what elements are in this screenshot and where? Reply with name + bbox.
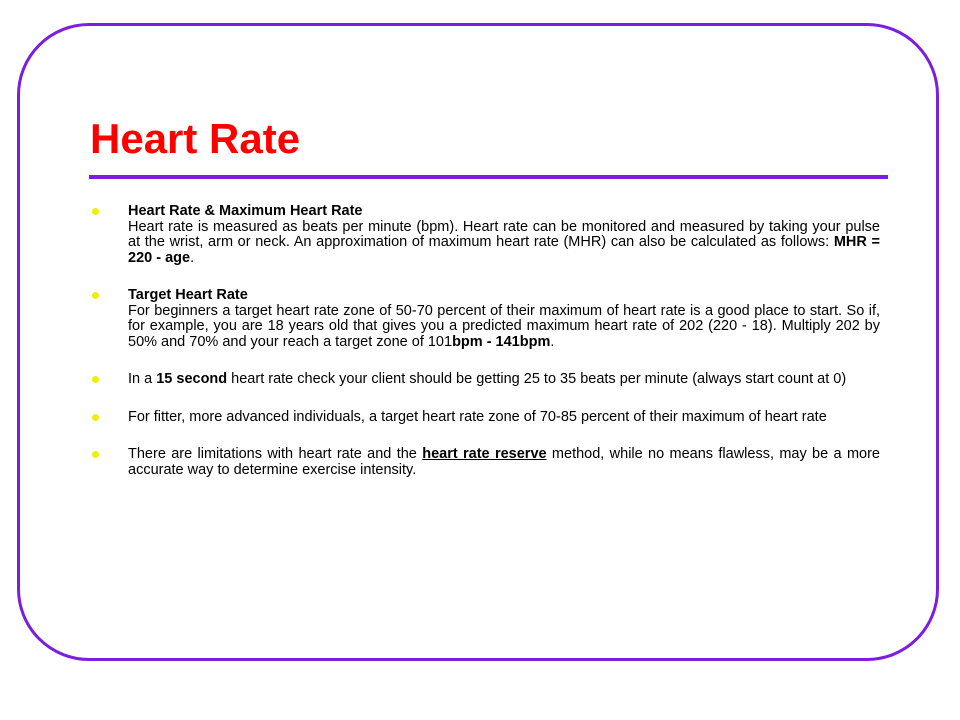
bullet-tail: .	[190, 249, 195, 266]
bullet-prefix: In a	[128, 371, 157, 387]
bullet-dot	[92, 376, 99, 383]
bullet-text: Heart rate is measured as beats per minute (bpm). Heart rate can be monitored and measured by taking your pulse at the wrist, arm or neck. An approximation of maximum heart rate (MHR) can also be calculated as follows:	[128, 218, 880, 250]
bullet-text: For beginners a target heart rate zone of 50-70 percent of their maximum of heart rate is a good place to start. So if, for example, you are 18 years old that gives you a predicted maximum heart rate of 202 (220 - 18). Multiply 202 by 50% and 70% and your reach a target zone of 101	[128, 302, 880, 350]
bullet-heading: Heart Rate & Maximum Heart Rate	[128, 203, 363, 219]
bullet-dot	[92, 451, 99, 458]
bullet-15-second-check	[90, 372, 880, 388]
heart-rate-reserve-link[interactable]: heart rate reserve	[422, 446, 547, 462]
bullet-text: method, while no means flawless, may be a more accurate way to determine exercise intensity.	[128, 446, 880, 478]
target-zone-range: bpm - 141bpm	[452, 333, 551, 350]
slide-title: Heart Rate	[90, 115, 301, 162]
bullet-list	[90, 204, 880, 500]
bullet-heart-rate-reserve	[90, 447, 880, 478]
bullet-heading: Target Heart Rate	[128, 287, 248, 303]
bullet-dot	[92, 292, 99, 299]
title-underline	[89, 175, 888, 179]
bullet-dot	[92, 414, 99, 421]
bullet-heart-rate-max	[90, 204, 880, 266]
bullet-text: For fitter, more advanced individuals, a target heart rate zone of 70-85 percent of their maximum of heart rate	[128, 408, 827, 425]
bullet-dot	[92, 208, 99, 215]
bullet-prefix: There are limitations with heart rate and the	[128, 446, 423, 462]
bullet-tail: .	[550, 333, 555, 350]
bullet-advanced-individuals	[90, 410, 880, 426]
bullet-emphasis: 15 second	[156, 371, 228, 387]
mhr-formula: MHR = 220 - age	[128, 234, 880, 266]
bullet-target-heart-rate	[90, 288, 880, 350]
bullet-text: heart rate check your client should be getting 25 to 35 beats per minute (always start count at 0)	[227, 371, 847, 387]
